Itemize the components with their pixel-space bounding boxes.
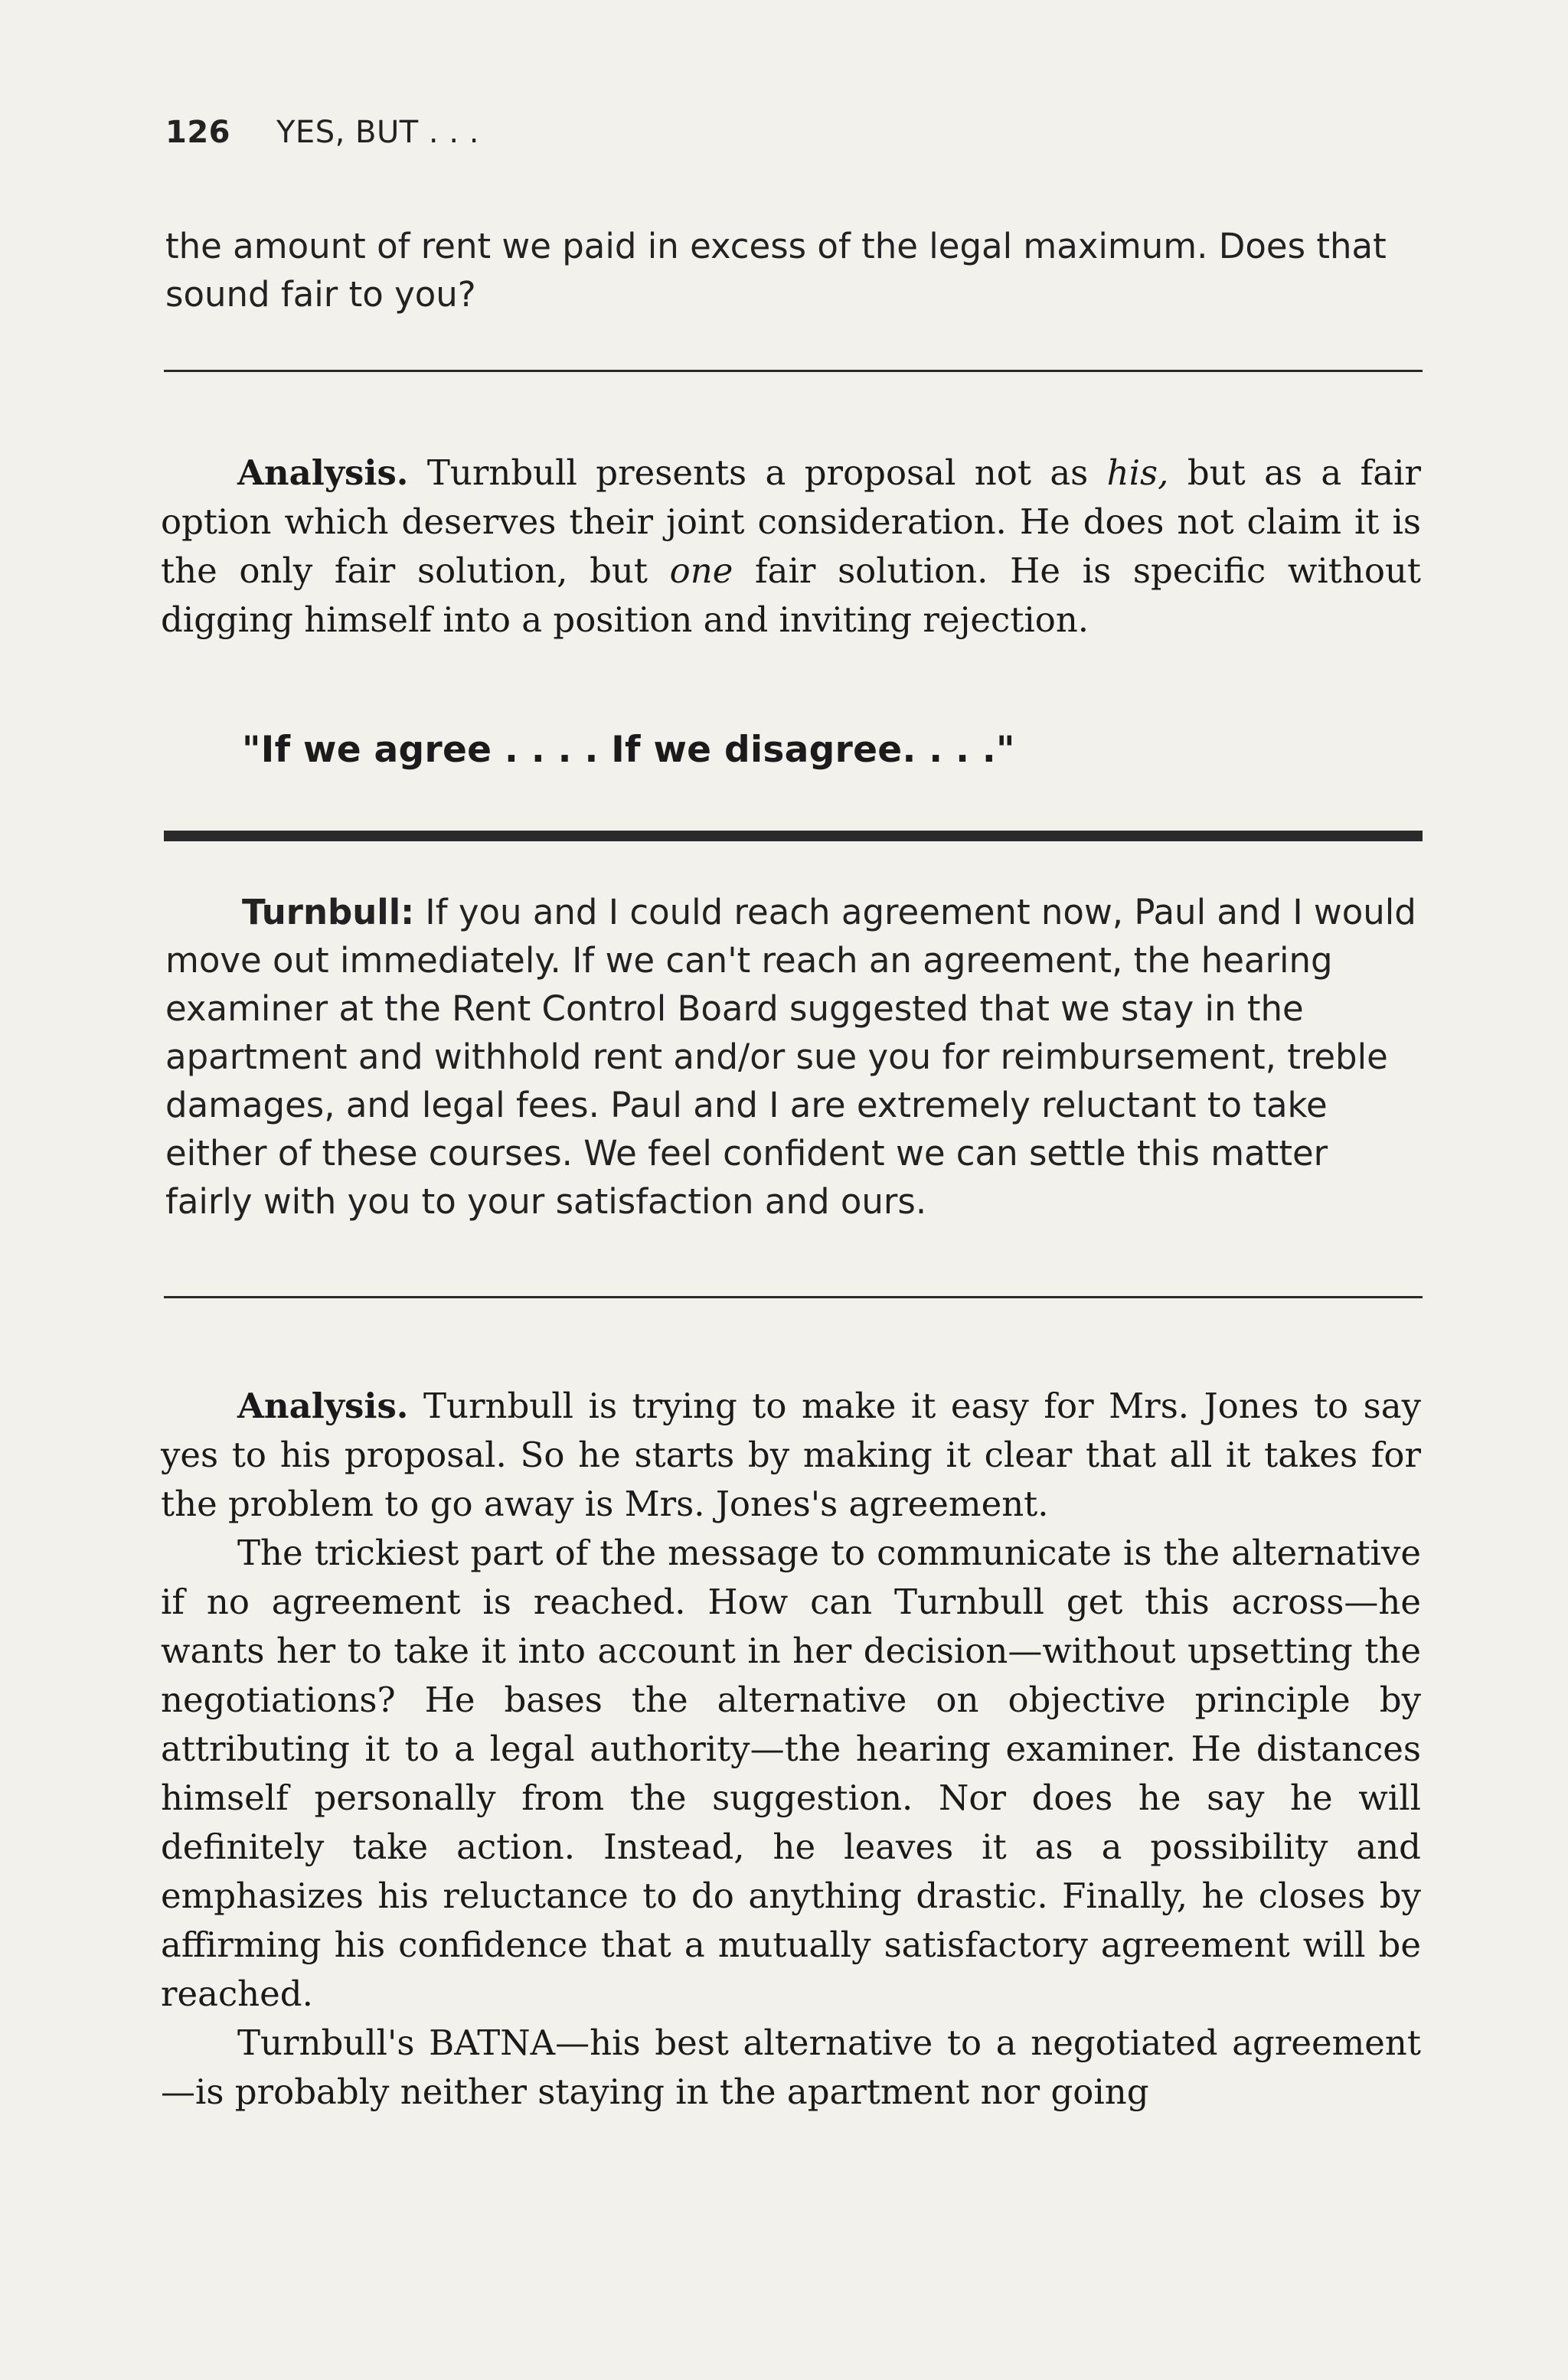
analysis-two-paragraph <box>161 1382 1421 1529</box>
analysis-one <box>161 449 1421 645</box>
running-head <box>165 115 479 150</box>
dialogue-continuation: the amount of rent we paid in excess of the legal maximum. Does that sound fair to you? <box>165 226 1387 315</box>
analysis-text: but as a fair option which deserves their joint consideration. He does not claim it is the only fair solution, but <box>161 452 1421 591</box>
book-title: YES, BUT . . . <box>276 115 479 150</box>
analysis-text: Turnbull presents a proposal not as <box>408 452 1107 493</box>
page-number: 126 <box>165 115 230 150</box>
analysis-one-paragraph <box>161 449 1421 645</box>
section-heading: "If we agree . . . . If we disagree. . . ." <box>242 729 1015 771</box>
dialogue-paragraph <box>165 888 1421 1226</box>
analysis-two <box>161 1382 1421 2117</box>
analysis-label: Analysis. <box>237 1386 409 1426</box>
turnbull-dialogue <box>165 888 1421 1226</box>
emphasis-text: his, <box>1106 452 1169 493</box>
analysis-text: fair solution. He is specific without digging himself into a position and inviting rejection. <box>161 550 1422 640</box>
analysis-label: Analysis. <box>237 452 409 493</box>
speaker-name: Turnbull: <box>242 892 415 932</box>
analysis-two-paragraph: Turnbull's BATNA—his best alternative to a negotiated agreement—is probably neither staying in the apartment nor going <box>161 2023 1421 2112</box>
dialogue-text: If you and I could reach agreement now, Paul and I would move out immediately. If we can't reach an agreement, the hearing examiner at the Rent Control Board suggested that we stay in the apartment and withhold rent and/or sue you for reimbursement, treble damages, and legal fees. Paul and I are extremely reluctant to take either of these courses. We feel confident we can settle this matter fairly with you to your satisfaction and ours. <box>165 892 1416 1222</box>
analysis-two-paragraph: The trickiest part of the message to communicate is the alternative if no agreement is reached. How can Turnbull get this across—he wants her to take it into account in her decision—without upsetting the negotiations? He bases the alternative on objective principle by attributing it to a legal authority—the hearing examiner. He distances himself personally from the suggestion. Nor does he say he will definitely take action. Instead, he leaves it as a possibility and emphasizes his reluctance to do anything drastic. Finally, he closes by affirming his confidence that a mutually satisfactory agreement will be reached. <box>161 1533 1421 2014</box>
emphasis-text: one <box>669 550 733 591</box>
heading-rule <box>164 831 1423 841</box>
divider-rule <box>164 1296 1423 1298</box>
analysis-text: Turnbull is trying to make it easy for Mrs. Jones to say yes to his proposal. So he starts by making it clear that all it takes for the problem to go away is Mrs. Jones's agreement. <box>161 1386 1421 1524</box>
divider-rule <box>164 370 1423 372</box>
